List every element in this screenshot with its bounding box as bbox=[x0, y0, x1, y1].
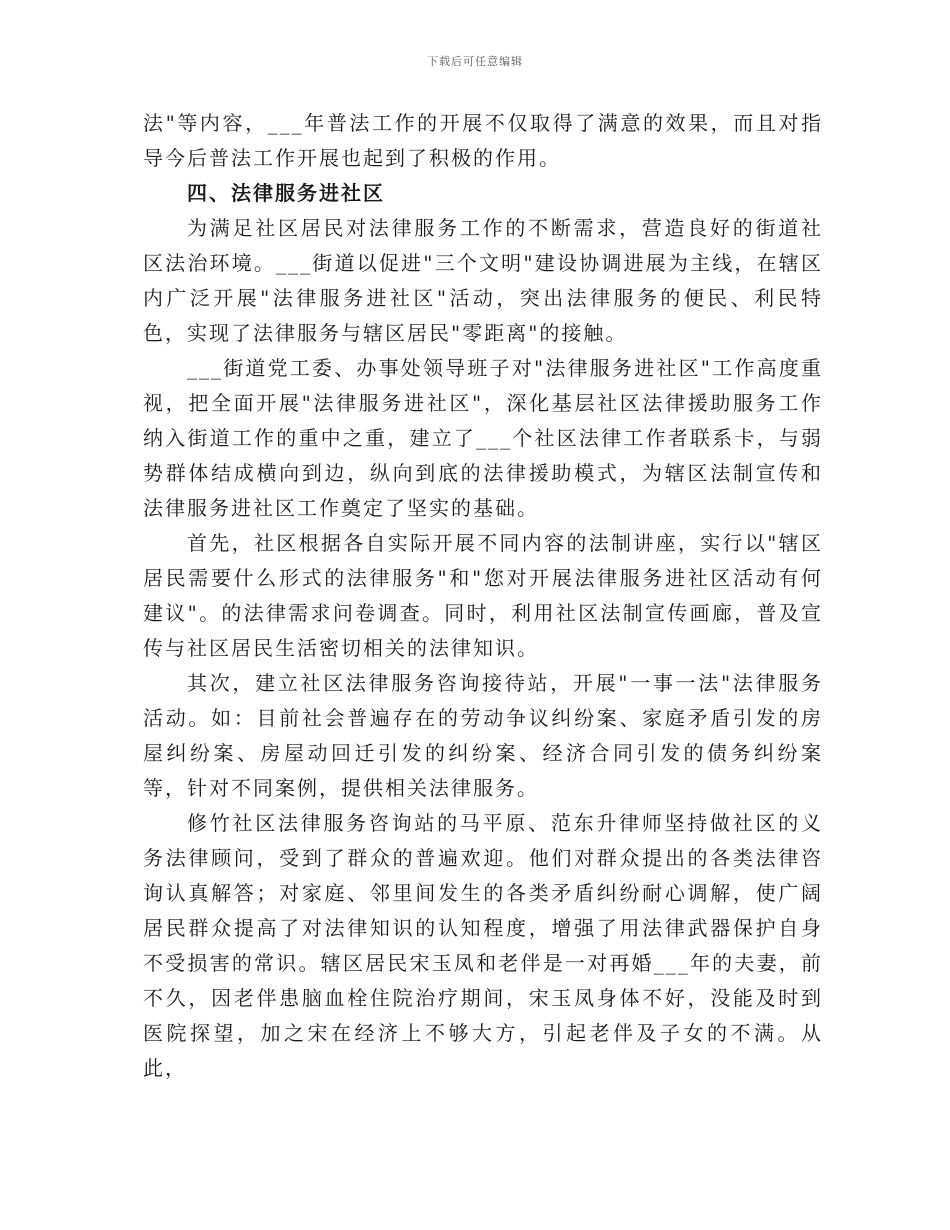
paragraph: 其次，建立社区法律服务咨询接待站，开展"一事一法"法律服务活动。如：目前社会普遍存在的劳动争议纠纷案、家庭矛盾引发的房屋纠纷案、房屋动回迁引发的纠纷案、经济合同引发的债务纠纷案等，针对不同案例，提供相关法律服务。 bbox=[143, 671, 823, 800]
document-body bbox=[143, 106, 823, 1086]
section-heading: 四、法律服务进社区 bbox=[187, 181, 385, 205]
paragraph: 首先，社区根据各自实际开展不同内容的法制讲座，实行以"辖区居民需要什么形式的法律服务"和"您对开展法律服务进社区活动有何建议"。的法律需求问卷调查。同时，利用社区法制宣传画廊，普及宣传与社区居民生活密切相关的法律知识。 bbox=[143, 531, 823, 660]
paragraph: 为满足社区居民对法律服务工作的不断需求，营造良好的街道社区法治环境。___街道以促进"三个文明"建设协调进展为主线，在辖区内广泛开展"法律服务进社区"活动，突出法律服务的便民、利民特色，实现了法律服务与辖区居民"零距离"的接触。 bbox=[143, 216, 823, 345]
page-header: 下载后可任意编辑 bbox=[427, 55, 523, 68]
paragraph-continued: 法"等内容，___年普法工作的开展不仅取得了满意的效果，而且对指导今后普法工作开展也起到了积极的作用。 bbox=[143, 111, 823, 170]
paragraph: 修竹社区法律服务咨询站的马平原、范东升律师坚持做社区的义务法律顾问，受到了群众的普遍欢迎。他们对群众提出的各类法律咨询认真解答；对家庭、邻里间发生的各类矛盾纠纷耐心调解，使广阔居民群众提高了对法律知识的认知程度，增强了用法律武器保护自身不受损害的常识。辖区居民宋玉凤和老伴是一对再婚___年的夫妻，前不久，因老伴患脑血栓住院治疗期间，宋玉凤身体不好，没能及时到医院探望，加之宋在经济上不够大方，引起老伴及子女的不满。从此， bbox=[143, 811, 823, 1080]
paragraph: ___街道党工委、办事处领导班子对"法律服务进社区"工作高度重视，把全面开展"法律服务进社区"，深化基层社区法律援助服务工作纳入街道工作的重中之重，建立了___个社区法律工作者联系卡，与弱势群体结成横向到边，纵向到底的法律援助模式，为辖区法制宣传和法律服务进社区工作奠定了坚实的基础。 bbox=[143, 356, 823, 520]
